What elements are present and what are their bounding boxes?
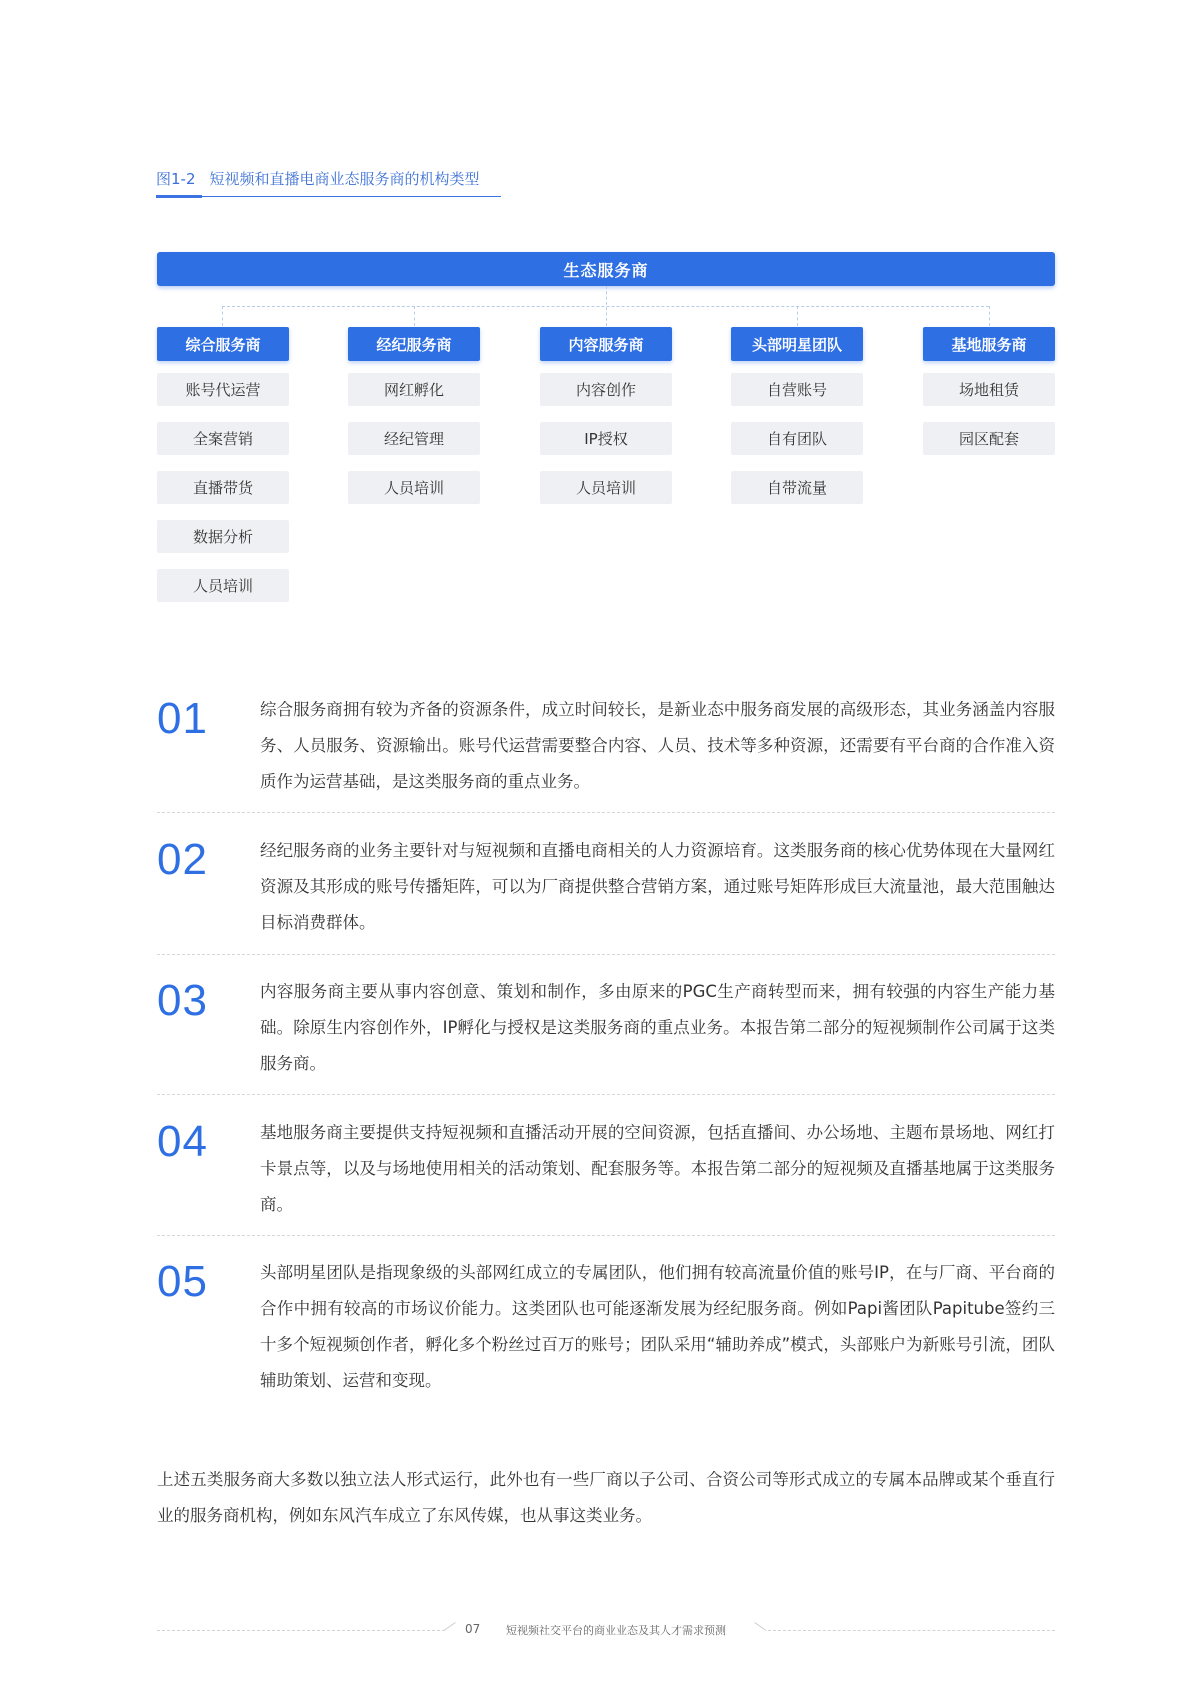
column-item: 经纪管理 (348, 422, 480, 455)
column-item: 直播带货 (157, 471, 289, 504)
footer-rule (444, 1622, 456, 1631)
section-text: 综合服务商拥有较为齐备的资源条件，成立时间较长，是新业态中服务商发展的高级形态，其业务涵盖内容服务、人员服务、资源输出。账号代运营需要整合内容、人员、技术等多种资源，还需要有平台商的合作准入资质作为运营基础，是这类服务商的重点业务。 (260, 700, 1055, 791)
diagram-column-agency (348, 327, 480, 504)
column-item: 数据分析 (157, 520, 289, 553)
column-item: 人员培训 (348, 471, 480, 504)
column-item: 自营账号 (731, 373, 863, 406)
section-divider (157, 812, 1055, 813)
column-item: 场地租赁 (923, 373, 1055, 406)
section-text: 基地服务商主要提供支持短视频和直播活动开展的空间资源，包括直播间、办公场地、主题布景场地、网红打卡景点等，以及与场地使用相关的活动策划、配套服务等。本报告第二部分的短视频及直播基地属于这类服务商。 (260, 1123, 1055, 1214)
column-item: 网红孵化 (348, 373, 480, 406)
diagram-column-content (540, 327, 672, 504)
diagram-connector (606, 286, 607, 326)
section-text: 头部明星团队是指现象级的头部网红成立的专属团队，他们拥有较高流量价值的账号IP，在与厂商、平台商的合作中拥有较高的市场议价能力。这类团队也可能逐渐发展为经纪服务商。例如Papi酱团队Papitube签约三十多个短视频创作者，孵化多个粉丝过百万的账号；团队采用“辅助养成”模式，头部账户为新账号引流，团队辅助策划、运营和变现。 (260, 1263, 1055, 1390)
figure-title: 短视频和直播电商业态服务商的机构类型 (209, 170, 480, 188)
diagram-connector (797, 306, 798, 326)
section-divider (157, 1094, 1055, 1095)
section-02 (157, 833, 1055, 943)
column-item: 内容创作 (540, 373, 672, 406)
section-divider (157, 954, 1055, 955)
figure-number: 图1-2 (156, 170, 196, 188)
figure-caption-accent (156, 195, 202, 198)
diagram-connector (989, 306, 990, 326)
footer-rule (157, 1630, 445, 1631)
section-05 (157, 1255, 1055, 1401)
column-item: IP授权 (540, 422, 672, 455)
closing-paragraph: 上述五类服务商大多数以独立法人形式运行，此外也有一些厂商以子公司、合资公司等形式成立的专属本品牌或某个垂直行业的服务商机构，例如东风汽车成立了东风传媒，也从事这类业务。 (157, 1470, 1055, 1525)
section-number: 02 (157, 835, 208, 884)
section-divider (157, 1235, 1055, 1236)
section-number: 01 (157, 694, 208, 743)
section-text: 内容服务商主要从事内容创意、策划和制作，多由原来的PGC生产商转型而来，拥有较强的内容生产能力基础。除原生内容创作外，IP孵化与授权是这类服务商的重点业务。本报告第二部分的短视频制作公司属于这类服务商。 (260, 982, 1055, 1073)
column-item: 人员培训 (157, 569, 289, 602)
diagram-column-comprehensive (157, 327, 289, 602)
diagram-column-base (923, 327, 1055, 455)
column-item: 自有团队 (731, 422, 863, 455)
section-04 (157, 1115, 1055, 1225)
section-number: 04 (157, 1117, 208, 1166)
section-03 (157, 974, 1055, 1084)
diagram-connector (222, 306, 223, 326)
column-item: 自带流量 (731, 471, 863, 504)
column-item: 全案营销 (157, 422, 289, 455)
column-head: 综合服务商 (157, 327, 289, 361)
section-01 (157, 692, 1055, 802)
column-item: 人员培训 (540, 471, 672, 504)
column-item: 账号代运营 (157, 373, 289, 406)
section-text: 经纪服务商的业务主要针对与短视频和直播电商相关的人力资源培育。这类服务商的核心优势体现在大量网红资源及其形成的账号传播矩阵，可以为厂商提供整合营销方案，通过账号矩阵形成巨大流量池，最大范围触达目标消费群体。 (260, 841, 1055, 932)
diagram-column-star-team (731, 327, 863, 504)
column-head: 内容服务商 (540, 327, 672, 361)
page-number: 07 (465, 1622, 481, 1636)
section-number: 03 (157, 976, 208, 1025)
figure-caption-rule (156, 196, 501, 197)
column-head: 基地服务商 (923, 327, 1055, 361)
footer-title: 短视频社交平台的商业业态及其人才需求预测 (506, 1624, 726, 1637)
column-head: 经纪服务商 (348, 327, 480, 361)
section-number: 05 (157, 1257, 208, 1306)
column-head: 头部明星团队 (731, 327, 863, 361)
diagram-root: 生态服务商 (157, 252, 1055, 286)
column-item: 园区配套 (923, 422, 1055, 455)
footer-rule (768, 1630, 1055, 1631)
figure-caption (156, 168, 480, 189)
diagram-connector (414, 306, 415, 326)
footer-rule (754, 1622, 766, 1631)
